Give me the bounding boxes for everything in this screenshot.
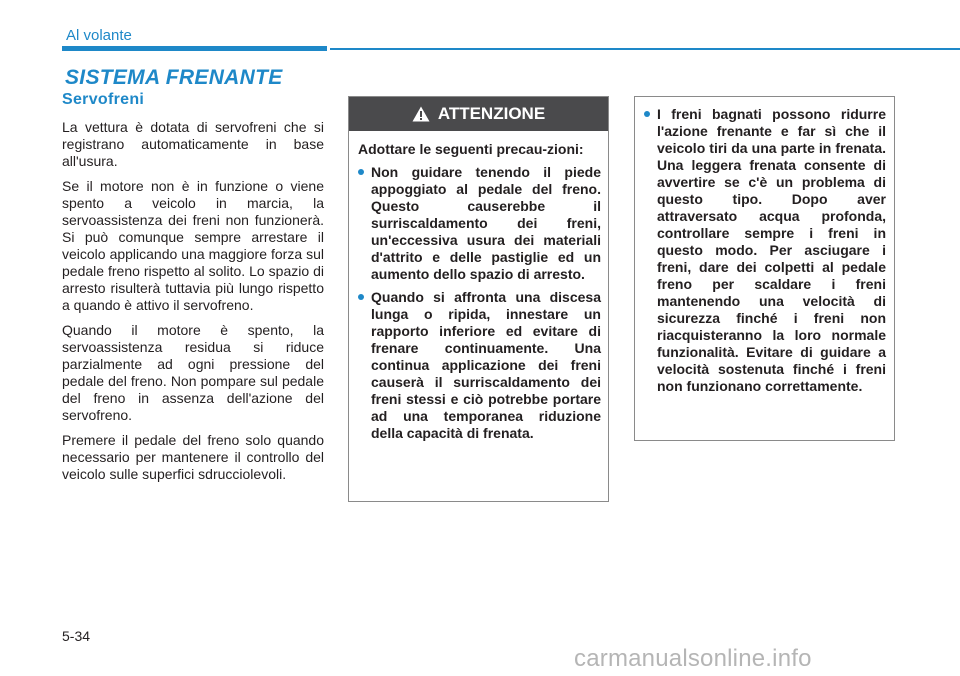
list-item	[644, 106, 886, 395]
warning-intro: Adottare le seguenti precau-zioni:	[358, 141, 584, 157]
warning-header	[349, 97, 608, 131]
list-item-text: Quando si affronta una discesa lunga o ripida, innestare un rapporto inferiore ed evitare di frenare continuamente. Una continua applicazione dei freni causerà il surriscaldamento dei freni stessi e ciò potrebbe portare ad una temporanea riduzione della capacità di frenata.	[371, 289, 601, 441]
section-label: Al volante	[66, 27, 132, 44]
paragraph: Quando il motore è spento, la servoassistenza residua si riduce parzialmente ad ogni pressione del pedale del freno. Non pompare sul pedale del freno in assenza dell'azione del servofreno.	[62, 322, 324, 423]
subsection-title: Servofreni	[62, 91, 145, 108]
warning-label: ATTENZIONE	[437, 104, 546, 123]
continued-list	[644, 106, 886, 395]
bullet-dot	[358, 169, 364, 175]
continued-warning-box	[634, 96, 895, 441]
page-number: 5-34	[62, 628, 91, 644]
paragraph: Premere il pedale del freno solo quando necessario per mantenere il controllo del veicolo sulle superfici sdrucciolevoli.	[62, 432, 324, 482]
header-bar-thick	[62, 46, 327, 51]
left-column	[62, 91, 324, 491]
list-item-text: Non guidare tenendo il piede appoggiato al pedale del freno. Questo causerebbe il surriscaldamento dei freni, un'eccessiva usura dei materiali d'attrito e delle pastiglie ed un aumento dello spazio di arresto.	[371, 164, 601, 282]
list-item	[358, 289, 601, 442]
bullet-dot	[644, 111, 650, 117]
list-item	[358, 164, 601, 283]
paragraph: La vettura è dotata di servofreni che si registrano automaticamente in base all'usura.	[62, 119, 324, 169]
warning-list	[358, 164, 601, 442]
bullet-dot	[358, 294, 364, 300]
warning-body	[349, 131, 608, 442]
list-item-text: I freni bagnati possono ridurre l'azione frenante e far sì che il veicolo tiri da una parte in frenata. Una leggera frenata consente di avvertire se c'è un problema di questo tipo. Dopo aver attraversato acqua profonda, controllare sempre i freni in questo modo. Per asciugare i freni, dare dei colpetti al pedale freno per scaldare i freni mantenendo una velocità di sicurezza finché i freni non riacquisteranno la loro normale funzionalità. Evitare di guidare a velocità sostenuta finché i freni non funzionano correttamente.	[657, 106, 886, 394]
watermark: carmanualsonline.info	[574, 645, 812, 672]
page-title: SISTEMA FRENANTE	[65, 66, 283, 89]
header-bar-thin	[330, 48, 960, 50]
warning-box	[348, 96, 609, 502]
paragraph: Se il motore non è in funzione o viene spento a veicolo in marcia, la servoassistenza dei freni non funzionerà. Si può comunque sempre arrestare il veicolo applicando una maggiore forza sul pedale freno rispetto al solito. Lo spazio di arresto risulterà tuttavia più lungo rispetto a quando è attivo il servofreno.	[62, 178, 324, 313]
warning-triangle-icon	[412, 106, 430, 122]
